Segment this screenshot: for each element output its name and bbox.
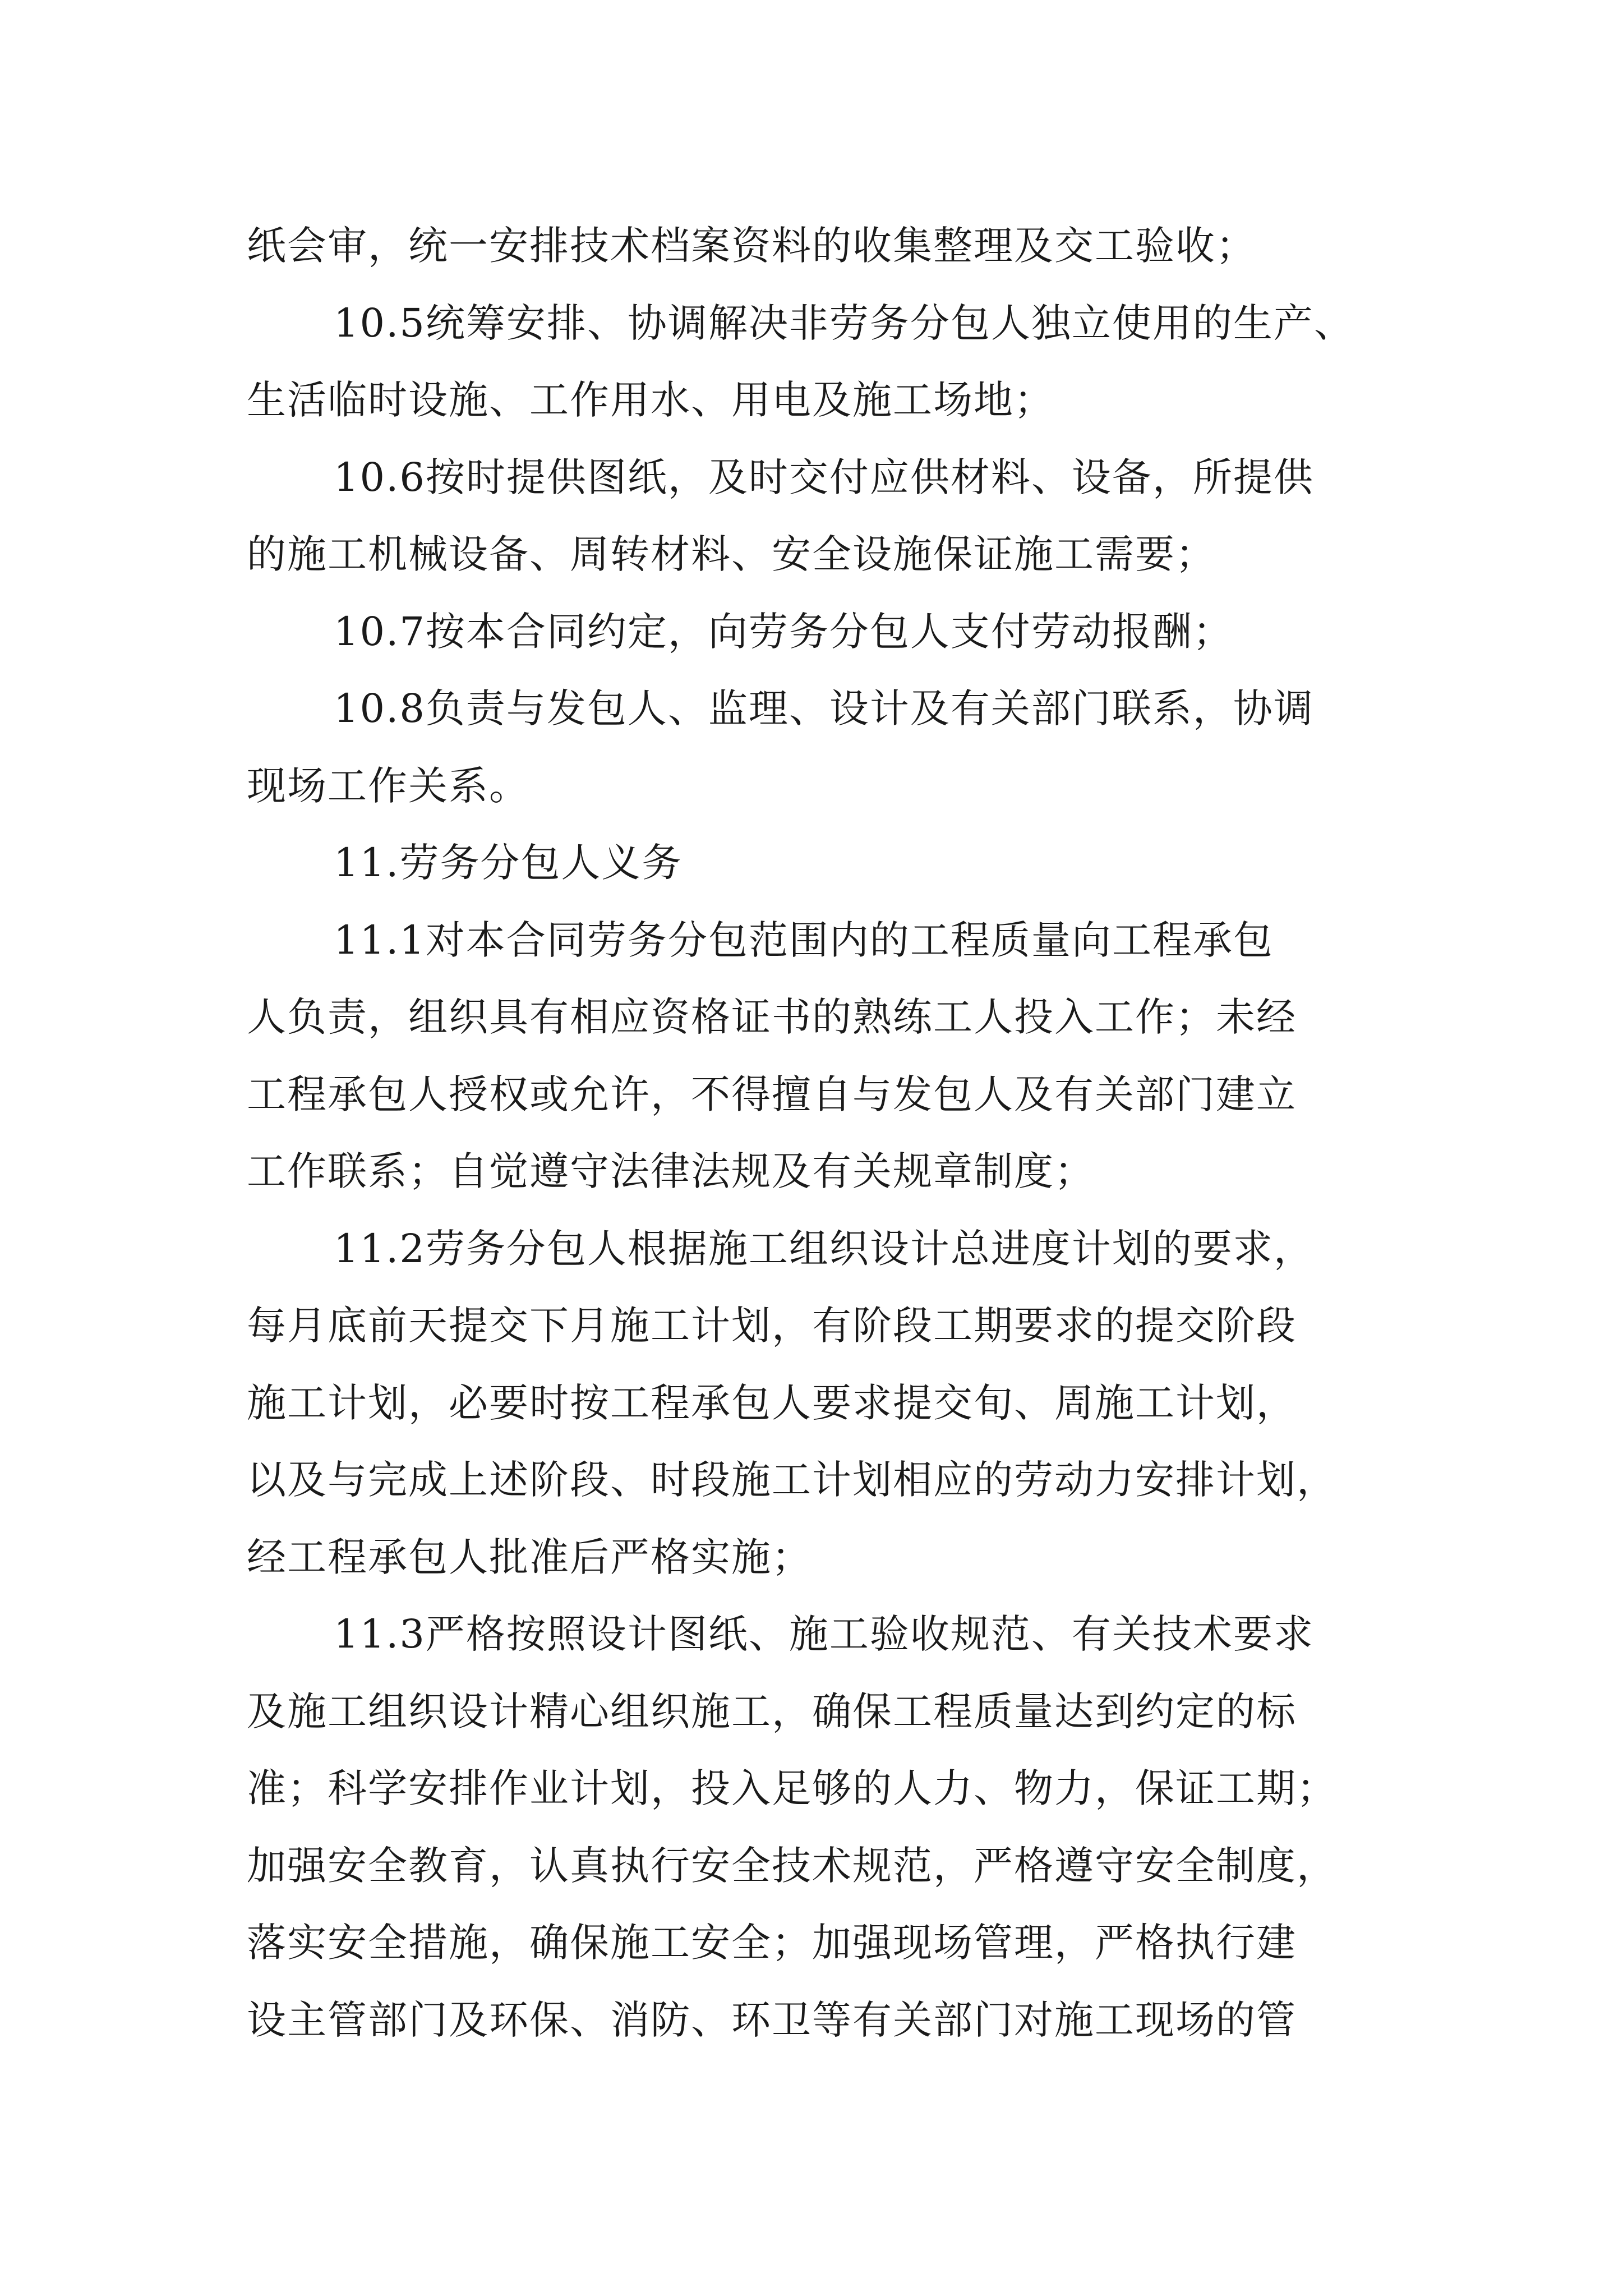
text-line: 生活临时设施、工作用水、用电及施工场地； xyxy=(247,377,1054,423)
text-line: 工作联系；自觉遵守法律法规及有关规章制度； xyxy=(247,1148,1095,1194)
text-line: 10.7按本合同约定，向劳务分包人支付劳动报酬； xyxy=(334,608,1233,655)
text-line: 施工计划，必要时按工程承包人要求提交旬、周施工计划， xyxy=(247,1379,1297,1426)
text-line: 以及与完成上述阶段、时段施工计划相应的劳动力安排计划， xyxy=(247,1457,1337,1503)
document-body xyxy=(247,208,1419,2059)
text-line: 纸会审，统一安排技术档案资料的收集整理及交工验收； xyxy=(247,223,1256,269)
text-line: 10.5统筹安排、协调解决非劳务分包人独立使用的生产、 xyxy=(334,300,1354,346)
text-line: 工程承包人授权或允许，不得擅自与发包人及有关部门建立 xyxy=(247,1071,1297,1117)
text-line: 经工程承包人批准后严格实施； xyxy=(247,1534,812,1580)
text-line: 11.2劳务分包人根据施工组织设计总进度计划的要求， xyxy=(334,1225,1314,1272)
section-heading: 11.劳务分包人义务 xyxy=(334,840,683,886)
text-line: 10.8负责与发包人、监理、设计及有关部门联系，协调 xyxy=(334,685,1314,731)
text-line: 的施工机械设备、周转材料、安全设施保证施工需要； xyxy=(247,531,1216,577)
text-line: 11.1对本合同劳务分包范围内的工程质量向工程承包 xyxy=(334,917,1274,963)
text-line: 现场工作关系。 xyxy=(247,762,529,809)
text-line: 及施工组织设计精心组织施工，确保工程质量达到约定的标 xyxy=(247,1688,1297,1734)
text-line: 设主管部门及环保、消防、环卫等有关部门对施工现场的管 xyxy=(247,1996,1297,2043)
text-line: 10.6按时提供图纸，及时交付应供材料、设备，所提供 xyxy=(334,454,1314,500)
text-line: 准；科学安排作业计划，投入足够的人力、物力，保证工期； xyxy=(247,1765,1337,1811)
text-line: 11.3严格按照设计图纸、施工验收规范、有关技术要求 xyxy=(334,1611,1314,1657)
text-line: 人负责，组织具有相应资格证书的熟练工人投入工作；未经 xyxy=(247,994,1297,1040)
text-line: 加强安全教育，认真执行安全技术规范，严格遵守安全制度， xyxy=(247,1842,1337,1889)
text-line: 每月底前天提交下月施工计划，有阶段工期要求的提交阶段 xyxy=(247,1303,1297,1349)
text-line: 落实安全措施，确保施工安全；加强现场管理，严格执行建 xyxy=(247,1920,1297,1966)
